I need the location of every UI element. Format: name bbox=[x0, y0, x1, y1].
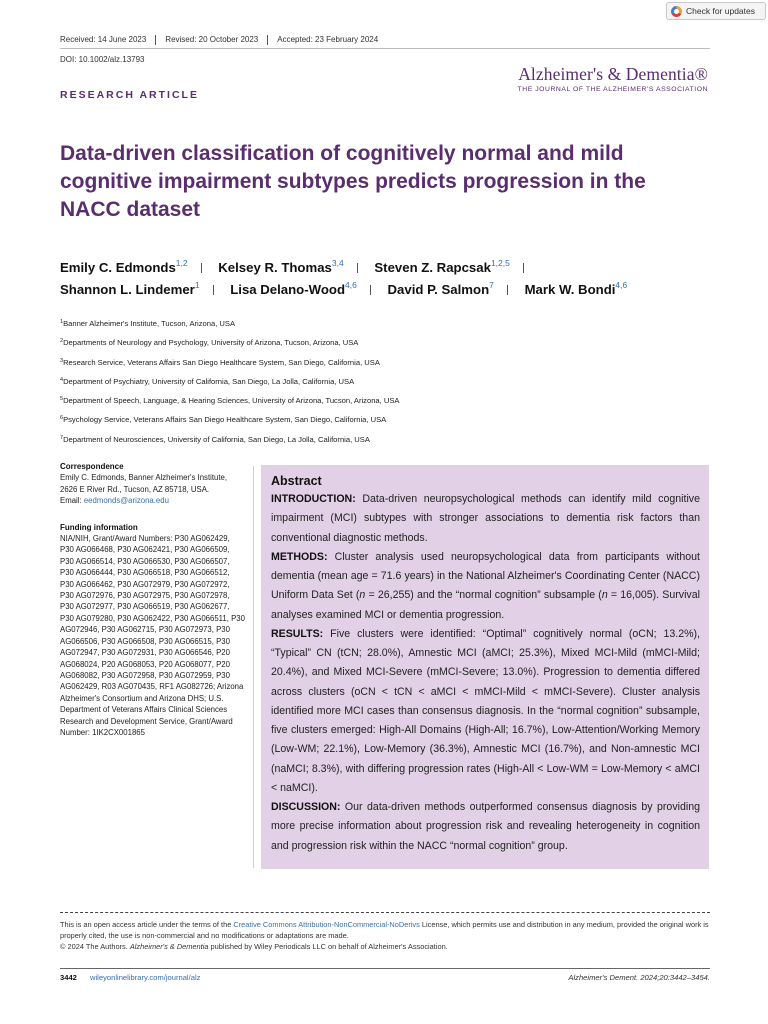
correspondence-text: Emily C. Edmonds, Banner Alzheimer's Institute, 2626 E River Rd., Tucson, AZ 85718, USA. bbox=[60, 473, 228, 494]
affiliation: $^2$Departments of Neurology and Psychology, University of Arizona, Tucson, Arizona, USA bbox=[60, 338, 359, 348]
author[interactable]: Mark W. Bondi$^{4,6}$ bbox=[524, 280, 628, 297]
check-for-updates-button[interactable] bbox=[666, 2, 766, 20]
crossmark-icon bbox=[671, 6, 682, 17]
doi[interactable]: DOI: 10.1002/alz.13793 bbox=[60, 55, 145, 64]
author[interactable]: Shannon L. Lindemer$^1$ bbox=[60, 280, 200, 297]
author[interactable]: Steven Z. Rapcsak$^{1,2,5}$ bbox=[374, 258, 510, 275]
author-separator bbox=[201, 263, 202, 273]
author[interactable]: Emily C. Edmonds$^{1,2}$ bbox=[60, 258, 188, 275]
affiliation: $^3$Research Service, Veterans Affairs San Diego Healthcare System, San Diego, California, USA bbox=[60, 357, 380, 367]
license-text: This is an open access article under the terms of the Creative Commons Attribution-NonCommercial-NoDerivs License, which permits use and distribution in any medium, provided the original work is properly cited, the use is non-commercial and no modifications or adaptations are made. © 2024 The Authors. Alzheimer's & Dementia published by Wiley Periodicals LLC on behalf of Alzheimer's Association. bbox=[60, 920, 709, 951]
journal-url-link[interactable]: wileyonlinelibrary.com/journal/alz bbox=[90, 973, 201, 982]
author-separator bbox=[370, 285, 371, 295]
authors-row-1 bbox=[60, 258, 720, 275]
funding-text: NIA/NIH, Grant/Award Numbers: P30 AG062429, P30 AG066468, P30 AG062421, P30 AG066509, P30 AG066514, P30 AG066530, P30 AG066507, P30 AG066444, P30 AG066518, P30 AG066512, P30 AG066462, P30 AG072979, P30 AG072972, P30 AG072976, P30 AG072975, P30 AG072978, P30 AG072977, P30 AG066519, P30 AG062677, P30 AG079280, P30 AG062422, P30 AG066511, P30 AG072946, P30 AG062715, P30 AG072973, P30 AG066506, P30 AG066508, P30 AG066515, P30 AG072947, P30 AG072931, P30 AG066546, P20 AG068024, P20 AG068053, P20 AG068077, P20 AG068082, P30 AG072958, P30 AG072959, P30 AG062429, R03 AG070435, RF1 AG082726; Arizona Alzheimer's Consortium and Arizona DHS; U.S. Department of Veterans Affairs Clinical Sciences Research and Development Service, Grant/Award Number: 1IK2CX001865 bbox=[60, 534, 245, 737]
author[interactable]: Lisa Delano-Wood$^{4,6}$ bbox=[230, 280, 357, 297]
page-number: 3442 bbox=[60, 973, 77, 982]
received-date: Received: 14 June 2023 bbox=[60, 35, 147, 44]
affiliation: $^1$Banner Alzheimer's Institute, Tucson, Arizona, USA bbox=[60, 319, 236, 328]
journal-subtitle: THE JOURNAL OF THE ALZHEIMER'S ASSOCIATION bbox=[517, 86, 708, 93]
abstract-box bbox=[261, 465, 709, 869]
author-separator bbox=[523, 263, 524, 273]
correspondence-heading: Correspondence bbox=[60, 462, 124, 471]
author-separator bbox=[213, 285, 214, 295]
authors-row-2 bbox=[60, 280, 720, 297]
author-separator bbox=[507, 285, 508, 295]
affiliation: $^4$Department of Psychiatry, University of California, San Diego, La Jolla, California, USA bbox=[60, 376, 355, 386]
sidebar bbox=[60, 461, 245, 738]
abstract-methods: METHODS: Cluster analysis used neuropsychological data from participants without dementia (mean age = 71.6 years) in the National Alzheimer's Coordinating Center (NACC) Uniform Data Set (n = 26,255) and the “normal cognition” subsample (n = 16,005). Survival analyses examined MCI or dementia progression. bbox=[271, 550, 700, 621]
funding-heading: Funding information bbox=[60, 522, 138, 532]
footer-divider bbox=[60, 968, 710, 969]
abstract-introduction: INTRODUCTION: Data-driven neuropsychological methods can identify mild cognitive impairment (MCI) subtypes with stronger associations to dementia risk factors than conventional diagnostic methods. bbox=[271, 493, 700, 544]
correspondence-email: Email: eedmonds@arizona.edu bbox=[60, 496, 169, 506]
article-dates bbox=[60, 35, 387, 45]
affiliation: $^7$Department of Neurosciences, University of California, San Diego, La Jolla, California, USA bbox=[60, 434, 370, 444]
article-title: Data-driven classification of cognitively normal and mild cognitive impairment subtypes predicts progression in the NACC dataset bbox=[60, 142, 646, 221]
author[interactable]: Kelsey R. Thomas$^{3,4}$ bbox=[218, 258, 344, 275]
column-divider bbox=[253, 466, 254, 868]
citation: Alzheimer's Dement. 2024;20:3442–3454. bbox=[568, 973, 710, 982]
author-separator bbox=[357, 263, 358, 273]
copyright: © 2024 The Authors. Alzheimer's & Dementia published by Wiley Periodicals LLC on behalf of Alzheimer's Association. bbox=[60, 942, 448, 951]
check-for-updates-label: Check for updates bbox=[686, 6, 755, 16]
header-divider bbox=[60, 48, 710, 49]
email-link[interactable]: eedmonds@arizona.edu bbox=[83, 496, 169, 506]
article-type: RESEARCH ARTICLE bbox=[60, 89, 199, 101]
author[interactable]: David P. Salmon$^7$ bbox=[387, 280, 494, 297]
affiliation: $^6$Psychology Service, Veterans Affairs San Diego Healthcare System, San Diego, California, USA bbox=[60, 415, 387, 425]
abstract-results: RESULTS: Five clusters were identified: “Optimal” cognitively normal (oCN; 13.2%), “Typical” CN (tCN; 28.0%), Amnestic MCI (aMCI; 25.3%), Mixed MCI-Mild (mMCI-Mild; 20.4%), and Mixed MCI-Severe (mMCI-Severe; 13.0%). Progression to dementia differed across clusters (oCN < tCN < aMCI < mMCI-Mild < mMCI-Severe). Cluster analysis identified more MCI cases than consensus diagnosis. In the “normal cognition” subsample, five clusters emerged: High-All Domains (High-All; 16.7%), Low-Attention/Working Memory (Low-WM; 22.1%), Low-Memory (36.3%), Amnestic MCI (16.7%), and Non-amnestic MCI (naMCI; 8.3%), with differing progression rates (High-All < Low-WM = Low-Memory < aMCI < naMCI). bbox=[271, 627, 700, 794]
affiliations bbox=[60, 317, 660, 452]
abstract-heading: Abstract bbox=[271, 474, 322, 488]
affiliation: $^5$Department of Speech, Language, & Hearing Sciences, University of Arizona, Tucson, Arizona, USA bbox=[60, 396, 400, 406]
revised-date: Revised: 20 October 2023 bbox=[155, 35, 267, 45]
license-link[interactable]: Creative Commons Attribution-NonCommercial-NoDerivs bbox=[233, 920, 420, 929]
funding-section bbox=[60, 522, 245, 739]
correspondence-section bbox=[60, 461, 245, 507]
page-footer bbox=[60, 973, 710, 982]
accepted-date: Accepted: 23 February 2024 bbox=[267, 35, 387, 45]
journal-logo bbox=[518, 64, 708, 93]
license-divider bbox=[60, 912, 710, 913]
abstract-discussion: DISCUSSION: Our data-driven methods outperformed consensus diagnosis by providing more precise information about progression risk and revealing heterogeneity in cognition and progression risk within the NACC “normal cognition” group. bbox=[271, 801, 700, 852]
journal-name: Alzheimer's & Dementia® bbox=[518, 64, 708, 84]
